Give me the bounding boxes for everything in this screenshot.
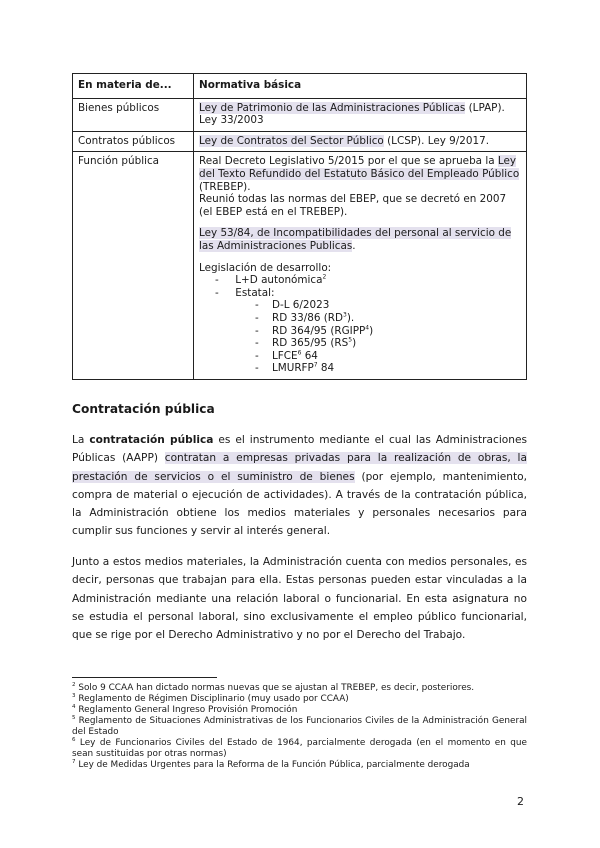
bullet: - bbox=[255, 362, 259, 375]
item-tail: 84 bbox=[317, 362, 335, 375]
item-text: Estatal: bbox=[235, 286, 275, 299]
footnote-text: Solo 9 CCAA han dictado normas nuevas que se ajustan al TREBEP, es decir, posteriores. bbox=[75, 683, 475, 693]
footnote-ref: 4 bbox=[365, 324, 370, 332]
item-tail: 64 bbox=[301, 349, 318, 362]
footnote-number: 4 bbox=[72, 704, 76, 711]
row-label-contratos: Contratos públicos bbox=[73, 131, 194, 152]
footnotes bbox=[72, 683, 527, 771]
row-label-funcion: Función pública bbox=[73, 152, 194, 380]
desarrollo-list bbox=[199, 262, 521, 375]
footnote-ref: 7 bbox=[313, 361, 318, 369]
list-item bbox=[199, 325, 521, 338]
row-content-contratos bbox=[194, 131, 527, 152]
footnote-text: Reglamento General Ingreso Provisión Promoción bbox=[75, 705, 298, 715]
p1-text: (por ejemplo, mantenimiento, compra de material o ejecución de actividades). A través de la contratación pública, la Administración obtiene los medios materiales y personales necesarios para cumplir sus funciones y servir al interés general. bbox=[72, 470, 527, 538]
lcsp-highlight: Ley de Contratos del Sector Público bbox=[199, 134, 384, 147]
item-text: L+D autonómica bbox=[235, 274, 323, 287]
list-item bbox=[199, 299, 521, 312]
p1-highlight: contratan a empresas privadas para la realización de obras, la prestación de servicios o el suministro de bienes bbox=[72, 452, 527, 483]
bullet: - bbox=[255, 299, 259, 312]
trebep-highlight: Ley del Texto Refundido del Estatuto Básico del Empleado Público bbox=[199, 155, 520, 180]
row-content-bienes bbox=[194, 98, 527, 131]
p1-text: es el instrumento mediante el cual las Administraciones Públicas (AAPP) bbox=[72, 434, 527, 465]
lpap-rest: (LPAP). Ley 33/2003 bbox=[199, 101, 505, 127]
list-item bbox=[199, 337, 521, 350]
table-row bbox=[73, 152, 527, 380]
bullet: - bbox=[255, 337, 259, 350]
footnote bbox=[72, 694, 527, 705]
item-text: RD 365/95 (RS bbox=[271, 337, 349, 350]
footnote-text: Ley de Funcionarios Civiles del Estado de 1964, parcialmente derogada (en el momento en que sean sustituidas por otras normas) bbox=[72, 738, 527, 759]
footnote-text: Reglamento de Situaciones Administrativas de los Funcionarios Civiles de la Administración General del Estado bbox=[72, 716, 527, 737]
footnote-number: 2 bbox=[72, 682, 76, 689]
list-item bbox=[199, 287, 521, 300]
list-item bbox=[199, 274, 521, 287]
footnote-number: 5 bbox=[72, 715, 76, 722]
row-label-bienes: Bienes públicos bbox=[73, 98, 194, 131]
footnote-separator bbox=[72, 677, 217, 678]
item-text: RD 33/86 (RD bbox=[271, 311, 344, 324]
footnote bbox=[72, 716, 527, 738]
footnote bbox=[72, 760, 527, 771]
item-text: D-L 6/2023 bbox=[271, 299, 330, 312]
footnote-number: 7 bbox=[72, 759, 76, 766]
header-en-materia: En materia de... bbox=[73, 74, 194, 99]
medios-personales-paragraph: Junto a estos medios materiales, la Administración cuenta con medios personales, es decir, personas que trabajan para ella. Estas personas pueden estar vinculadas a la Administración mediante una relación laboral o funcionarial. En esta asignatura no se estudia el personal laboral, sino exclusivamente el empleo público funcionarial, que se rige por el Derecho Administrativo y no por el Derecho del Trabajo. bbox=[72, 556, 527, 642]
bullet: - bbox=[255, 311, 259, 324]
table-row bbox=[73, 98, 527, 131]
page-number: 2 bbox=[517, 795, 524, 808]
footnote-number: 6 bbox=[72, 737, 76, 744]
row-content-funcion bbox=[194, 152, 527, 380]
footnote-text: Ley de Medidas Urgentes para la Reforma de la Función Pública, parcialmente derogada bbox=[75, 760, 470, 770]
footnote bbox=[72, 683, 527, 694]
header-normativa: Normativa básica bbox=[194, 74, 527, 99]
ebep-note: Reunió todas las normas del EBEP, que se decretó en 2007 (el EBEP está en el TREBEP). bbox=[199, 193, 507, 218]
item-tail: ). bbox=[346, 311, 355, 324]
section-heading: Contratación pública bbox=[72, 402, 215, 416]
footnote-ref: 2 bbox=[322, 273, 327, 281]
footnote bbox=[72, 738, 527, 760]
desarrollo-title: Legislación de desarrollo: bbox=[199, 261, 332, 274]
footnote-ref: 5 bbox=[348, 336, 353, 344]
trebep-paragraph bbox=[199, 155, 521, 193]
list-item bbox=[199, 350, 521, 363]
item-text: RD 364/95 (RGIPP bbox=[271, 324, 366, 337]
incompatibilidades-paragraph bbox=[199, 227, 521, 252]
table-row bbox=[73, 131, 527, 152]
contratacion-paragraph bbox=[72, 431, 527, 541]
lcsp-rest: (LCSP). Ley 9/2017. bbox=[383, 134, 490, 147]
normativa-table bbox=[72, 73, 527, 380]
incompat-tail: . bbox=[352, 239, 356, 252]
rdl-text: Real Decreto Legislativo 5/2015 por el que se aprueba la bbox=[199, 155, 498, 168]
item-text: LMURFP bbox=[271, 362, 314, 375]
footnote-ref: 3 bbox=[343, 311, 347, 319]
item-tail: ) bbox=[352, 337, 357, 350]
bullet: - bbox=[255, 349, 259, 362]
trebep-tail: (TREBEP). bbox=[199, 180, 251, 193]
footnote bbox=[72, 705, 527, 716]
footnote-ref: 6 bbox=[297, 349, 302, 357]
bullet: - bbox=[215, 274, 219, 287]
incompatibilidades-highlight: Ley 53/84, de Incompatibilidades del personal al servicio de las Administraciones Publicas bbox=[199, 227, 512, 252]
lpap-highlight: Ley de Patrimonio de las Administraciones Públicas bbox=[199, 101, 466, 114]
list-item bbox=[199, 362, 521, 375]
footnote-number: 3 bbox=[72, 693, 76, 700]
footnote-text: Reglamento de Régimen Disciplinario (muy usado por CCAA) bbox=[75, 694, 349, 704]
item-text: LFCE bbox=[271, 349, 298, 362]
p1-text: La bbox=[72, 434, 90, 446]
table-header-row bbox=[73, 74, 527, 99]
bullet: - bbox=[215, 286, 219, 299]
item-tail: ) bbox=[369, 324, 374, 337]
bullet: - bbox=[255, 324, 259, 337]
p1-bold-term: contratación pública bbox=[89, 434, 214, 446]
list-item bbox=[199, 312, 521, 325]
